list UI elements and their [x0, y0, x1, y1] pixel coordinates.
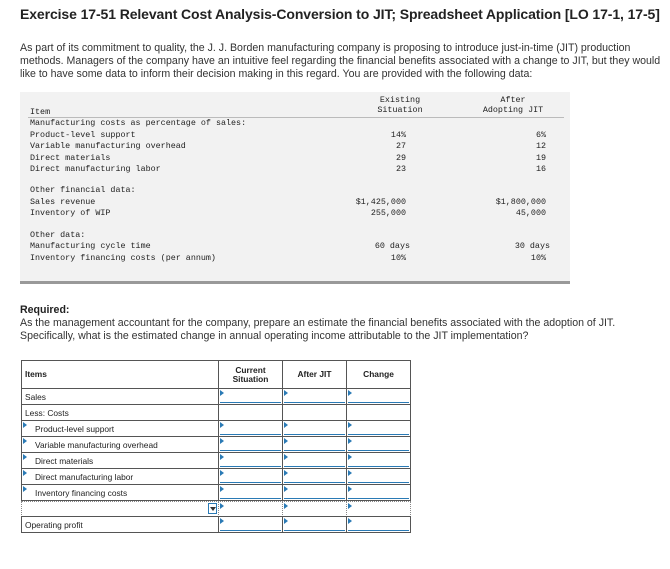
header-change: Change	[346, 360, 411, 389]
other-row-existing: 60 days	[374, 241, 410, 251]
required-heading: Required:	[20, 304, 70, 316]
col-after-header-1: After	[500, 95, 526, 105]
total-costs-change-input[interactable]	[346, 501, 411, 517]
variable-overhead-after-input[interactable]	[282, 436, 347, 453]
data-panel	[20, 92, 570, 284]
mfg-row-existing: 27	[395, 141, 406, 151]
row-label-less-costs: Less: Costs	[21, 404, 219, 421]
inventory-financing-change-input[interactable]	[346, 484, 411, 501]
mfg-row-existing: 29	[395, 153, 406, 163]
col-item-header: Item	[30, 107, 51, 117]
mfg-row-after: 19	[535, 153, 546, 163]
col-existing-header-1: Existing	[379, 95, 421, 105]
answer-table	[21, 360, 411, 533]
fin-row-existing: $1,425,000	[355, 197, 406, 207]
sales-after-input[interactable]	[282, 388, 347, 405]
page-title: Exercise 17-51 Relevant Cost Analysis-Conversion to JIT; Spreadsheet Application [LO 17-1, 17-5]	[20, 6, 660, 22]
operating-profit-change-input[interactable]	[346, 516, 411, 533]
dropdown-arrow-icon[interactable]	[208, 503, 217, 514]
inventory-financing-current-input[interactable]	[218, 484, 283, 501]
mfg-row-label: Direct manufacturing labor	[30, 164, 161, 174]
sales-change-input[interactable]	[346, 388, 411, 405]
total-costs-after-input[interactable]	[282, 501, 347, 517]
row-label-product-level-support[interactable]: Product-level support	[21, 420, 219, 437]
product-level-support-change-input[interactable]	[346, 420, 411, 437]
direct-labor-change-input[interactable]	[346, 468, 411, 485]
less-costs-current-cell	[218, 404, 283, 421]
sales-current-input[interactable]	[218, 388, 283, 405]
mfg-row-existing: 23	[395, 164, 406, 174]
col-existing-header-2: Situation	[377, 105, 423, 115]
mfg-row-after: 16	[535, 164, 546, 174]
variable-overhead-current-input[interactable]	[218, 436, 283, 453]
header-after-jit: After JIT	[282, 360, 347, 389]
header-items: Items	[21, 360, 219, 389]
total-costs-current-input[interactable]	[218, 501, 283, 517]
product-level-support-current-input[interactable]	[218, 420, 283, 437]
row-label-direct-materials[interactable]: Direct materials	[21, 452, 219, 469]
direct-materials-current-input[interactable]	[218, 452, 283, 469]
mfg-row-after: 12	[535, 141, 546, 151]
header-current-situation: Current Situation	[218, 360, 283, 389]
less-costs-change-cell	[346, 404, 411, 421]
direct-labor-current-input[interactable]	[218, 468, 283, 485]
row-label-direct-manufacturing-labor[interactable]: Direct manufacturing labor	[21, 468, 219, 485]
other-row-after: 30 days	[514, 241, 550, 251]
other-data-header: Other data:	[30, 230, 86, 240]
fin-row-existing: 255,000	[370, 208, 406, 218]
row-label-inventory-financing-costs[interactable]: Inventory financing costs	[21, 484, 219, 501]
inventory-financing-after-input[interactable]	[282, 484, 347, 501]
other-row-label: Inventory financing costs (per annum)	[30, 253, 216, 263]
operating-profit-current-input[interactable]	[218, 516, 283, 533]
fin-row-after: 45,000	[515, 208, 546, 218]
mfg-row-label: Variable manufacturing overhead	[30, 141, 186, 151]
other-row-label: Manufacturing cycle time	[30, 241, 151, 251]
operating-profit-after-input[interactable]	[282, 516, 347, 533]
row-label-sales: Sales	[21, 388, 219, 405]
other-row-existing: 10%	[390, 253, 406, 263]
fin-data-header: Other financial data:	[30, 185, 136, 195]
other-row-after: 10%	[530, 253, 546, 263]
fin-row-after: $1,800,000	[495, 197, 546, 207]
fin-row-label: Sales revenue	[30, 197, 96, 207]
less-costs-after-cell	[282, 404, 347, 421]
mfg-row-after: 6%	[535, 130, 546, 140]
row-label-variable-manufacturing-overhead[interactable]: Variable manufacturing overhead	[21, 436, 219, 453]
mfg-row-label: Product-level support	[30, 130, 136, 140]
row-label-operating-profit: Operating profit	[21, 516, 219, 533]
variable-overhead-change-input[interactable]	[346, 436, 411, 453]
direct-materials-after-input[interactable]	[282, 452, 347, 469]
mfg-row-existing: 14%	[390, 130, 406, 140]
product-level-support-after-input[interactable]	[282, 420, 347, 437]
mfg-row-label: Direct materials	[30, 153, 111, 163]
direct-materials-change-input[interactable]	[346, 452, 411, 469]
col-after-header-2: Adopting JIT	[482, 105, 544, 115]
intro-text: As part of its commitment to quality, the J. J. Borden manufacturing company is proposing to introduce just-in-time (JIT) production methods. Managers of the company have an intuitive feel regarding the financial benefits associated with a change to JIT, but they would like to have some data to inform their decision making in this regard. You are provided with the following data:	[20, 42, 661, 80]
chevron-down-icon	[210, 507, 216, 511]
fin-row-label: Inventory of WIP	[30, 208, 111, 218]
mfg-costs-header: Manufacturing costs as percentage of sales:	[30, 118, 247, 128]
direct-labor-after-input[interactable]	[282, 468, 347, 485]
required-text: As the management accountant for the company, prepare an estimate the financial benefits associated with the adoption of JIT. Specifically, what is the estimated change in annual operating income attributable to the JIT implementation?	[20, 317, 616, 342]
total-costs-label-dropdown[interactable]	[21, 501, 219, 517]
